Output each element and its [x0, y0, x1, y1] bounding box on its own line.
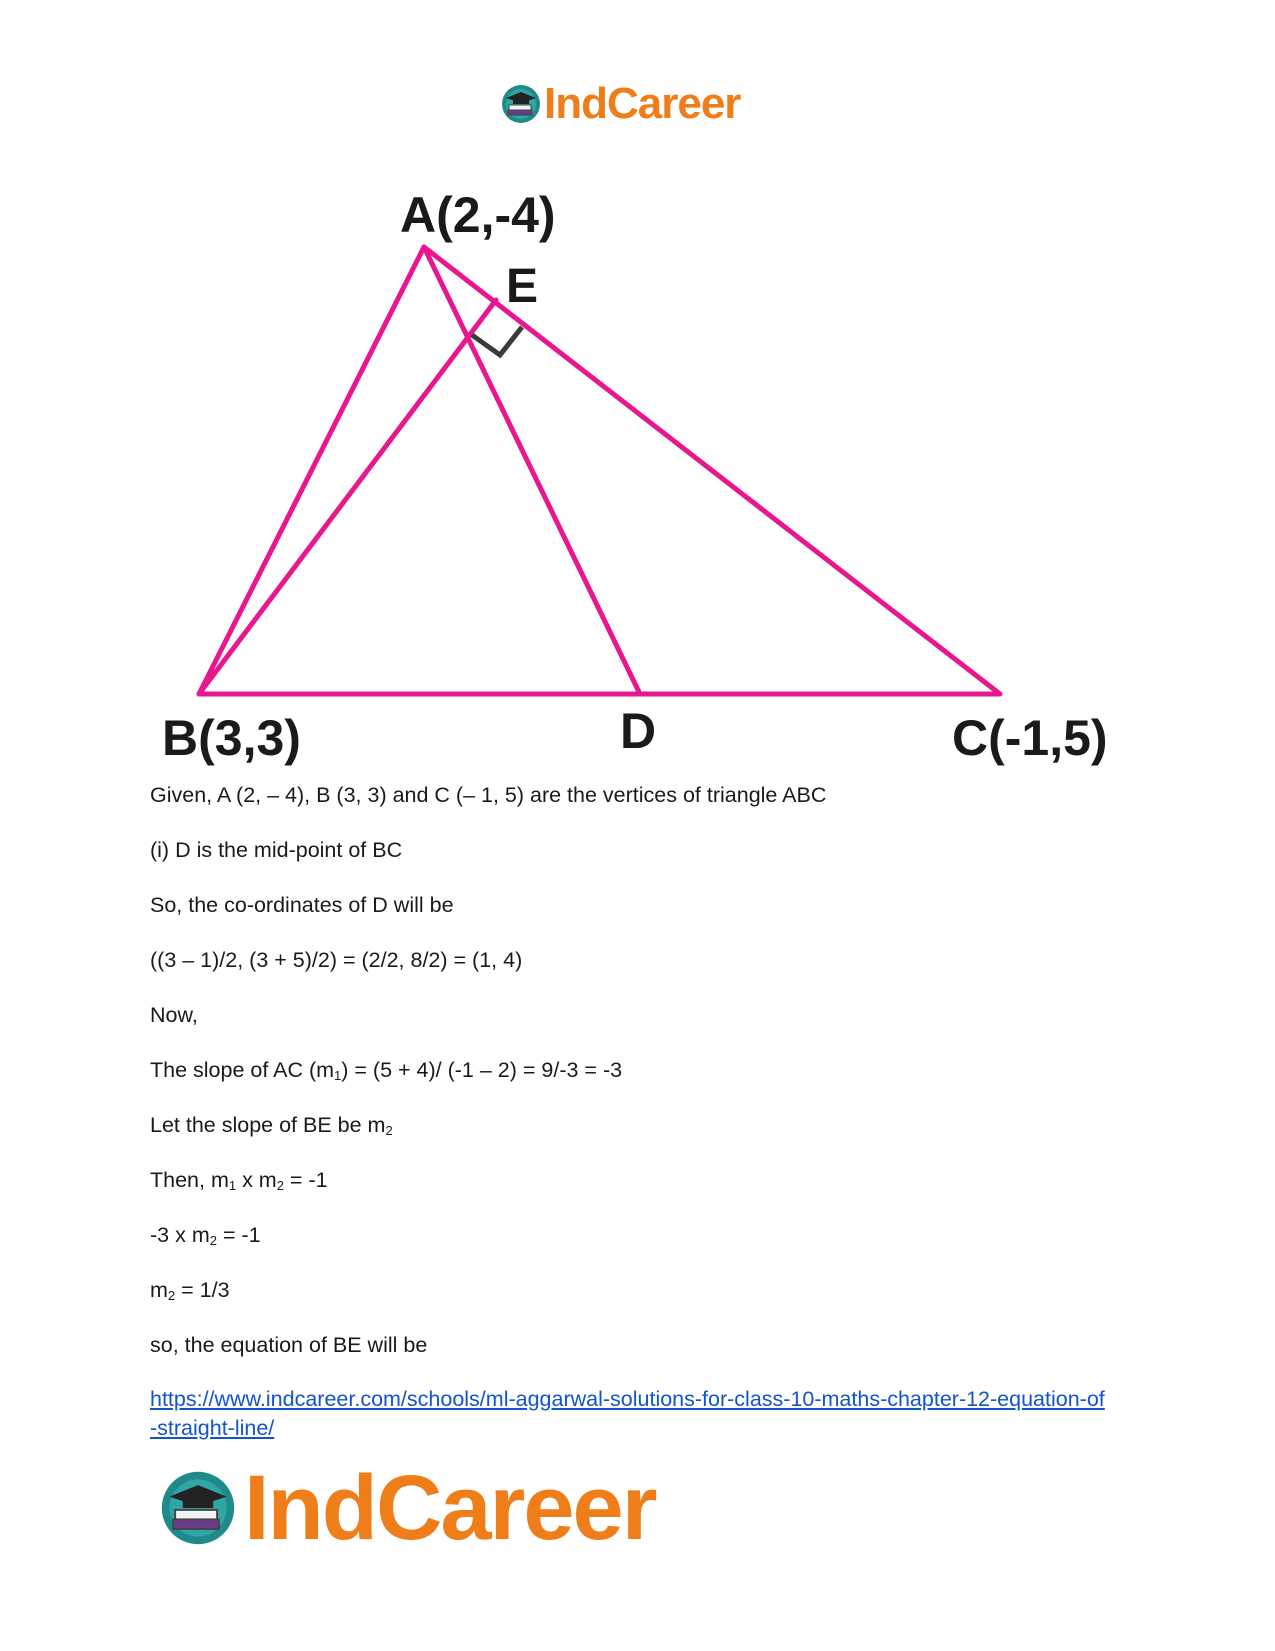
- substitution-line: -3 x $m_2 = -1$: [150, 1223, 261, 1248]
- midpoint-line: ((3 – 1)/2, (3 + 5)/2) = (2/2, 8/2) = (1, 4): [150, 948, 523, 972]
- source-url-link[interactable]: https://www.indcareer.com/schools/ml-aggarwal-solutions-for-class-10-maths-chapter-12-equation-of-straight-line/: [150, 1387, 1105, 1440]
- m2-result-line: $m_2 = 1/3$: [150, 1278, 230, 1303]
- graduation-cap-icon: [158, 1468, 238, 1548]
- altitude-be: [199, 300, 496, 694]
- right-angle-marker: [472, 327, 522, 355]
- part-i-line: (i) D is the mid-point of BC: [150, 838, 403, 862]
- median-ad: [424, 247, 640, 694]
- vertex-label-a: A(2,-4): [400, 187, 556, 243]
- triangle-abc: [199, 247, 1000, 694]
- perpendicular-condition-line: Then, $m_1$ x $m_2 = -1$: [150, 1168, 328, 1193]
- vertex-label-c: C(-1,5): [952, 710, 1108, 766]
- footer-logo: [158, 1458, 656, 1558]
- footer-logo-text: IndCareer: [244, 1456, 656, 1559]
- slope-ac-line: The slope of AC $(m_1) = (5 + 4)/$ (-1 – 2) = 9/-3 = -3: [150, 1058, 623, 1083]
- now-line: Now,: [150, 1003, 198, 1027]
- triangle-diagram: [0, 0, 1275, 780]
- given-line: Given, A (2, – 4), B (3, 3) and C (– 1, 5) are the vertices of triangle ABC: [150, 783, 827, 807]
- vertex-label-b: B(3,3): [162, 710, 301, 766]
- let-slope-be-line: Let the slope of BE be $m_2$: [150, 1113, 393, 1138]
- header-logo-text: IndCareer: [544, 79, 741, 128]
- vertex-label-e: E: [506, 260, 539, 313]
- solution-text: [150, 782, 1130, 1443]
- vertex-label-d: D: [620, 703, 657, 759]
- be-equation-intro-line: so, the equation of BE will be: [150, 1333, 428, 1357]
- coords-intro-line: So, the co-ordinates of D will be: [150, 893, 454, 917]
